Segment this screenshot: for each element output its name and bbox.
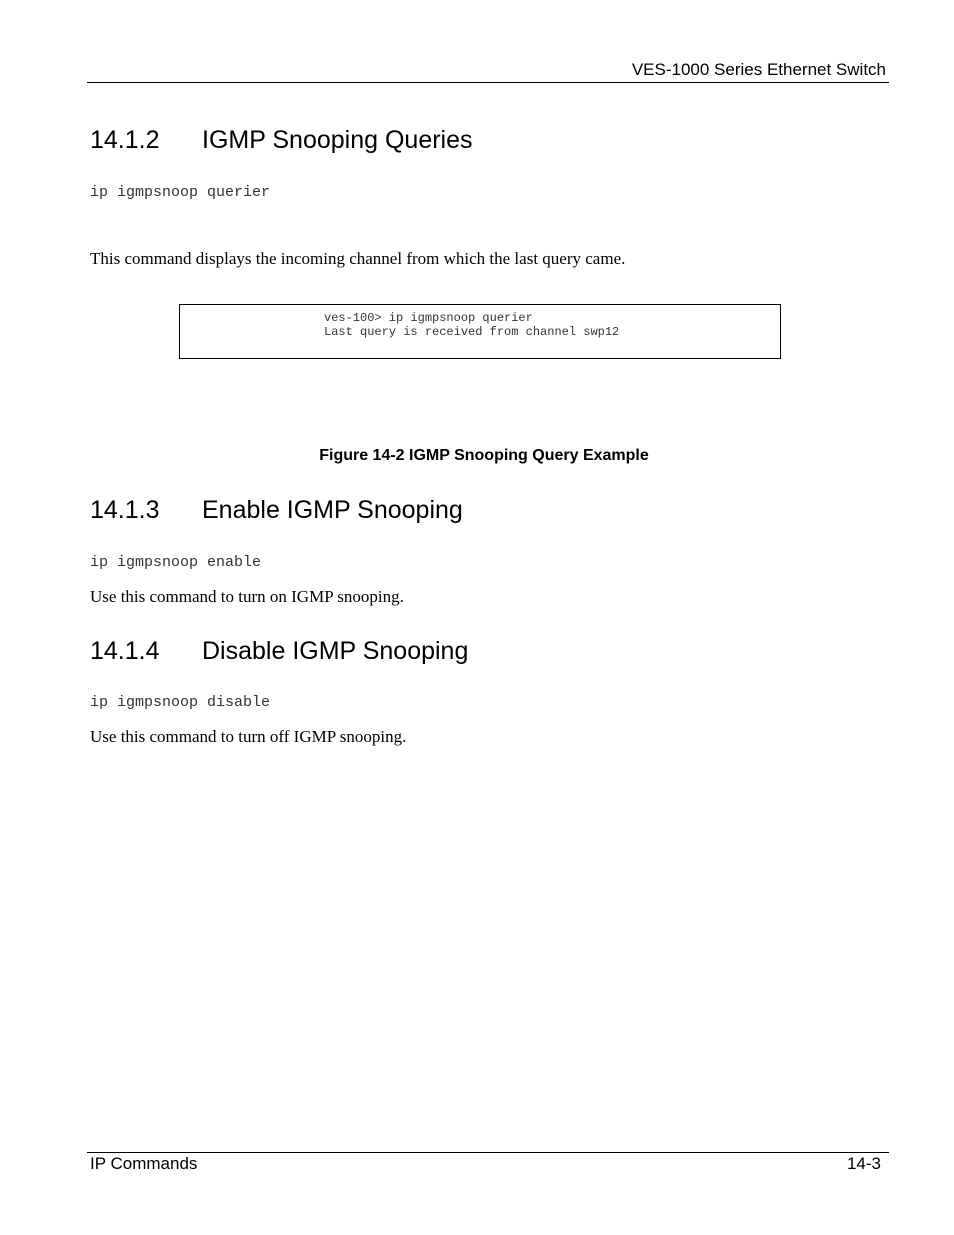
section-heading-14-1-2 xyxy=(90,125,473,155)
section-number: 14.1.4 xyxy=(90,637,160,665)
section-description: Use this command to turn on IGMP snooping. xyxy=(90,587,404,606)
example-line: ves-100> ip igmpsnoop querier xyxy=(324,311,533,325)
example-output-box xyxy=(179,304,781,359)
section-number: 14.1.2 xyxy=(90,126,160,154)
section-title: Disable IGMP Snooping xyxy=(202,637,469,665)
section-heading-14-1-4 xyxy=(90,636,468,666)
footer-chapter: IP Commands xyxy=(90,1154,198,1173)
header-rule xyxy=(87,82,889,83)
command-syntax: ip igmpsnoop querier xyxy=(90,184,271,201)
section-description: This command displays the incoming channel from which the last query came. xyxy=(90,249,626,268)
example-line: Last query is received from channel swp12 xyxy=(324,325,620,339)
section-description: Use this command to turn off IGMP snooping. xyxy=(90,727,407,746)
section-heading-14-1-3 xyxy=(90,495,463,525)
section-number: 14.1.3 xyxy=(90,496,160,524)
running-header: VES-1000 Series Ethernet Switch xyxy=(631,60,886,79)
section-title: IGMP Snooping Queries xyxy=(202,126,473,154)
footer-rule xyxy=(87,1152,889,1153)
command-syntax: ip igmpsnoop enable xyxy=(90,554,262,571)
command-syntax: ip igmpsnoop disable xyxy=(90,694,271,711)
section-title: Enable IGMP Snooping xyxy=(202,496,463,524)
page-number: 14-3 xyxy=(846,1154,881,1173)
figure-caption: Figure 14-2 IGMP Snooping Query Example xyxy=(319,447,649,464)
